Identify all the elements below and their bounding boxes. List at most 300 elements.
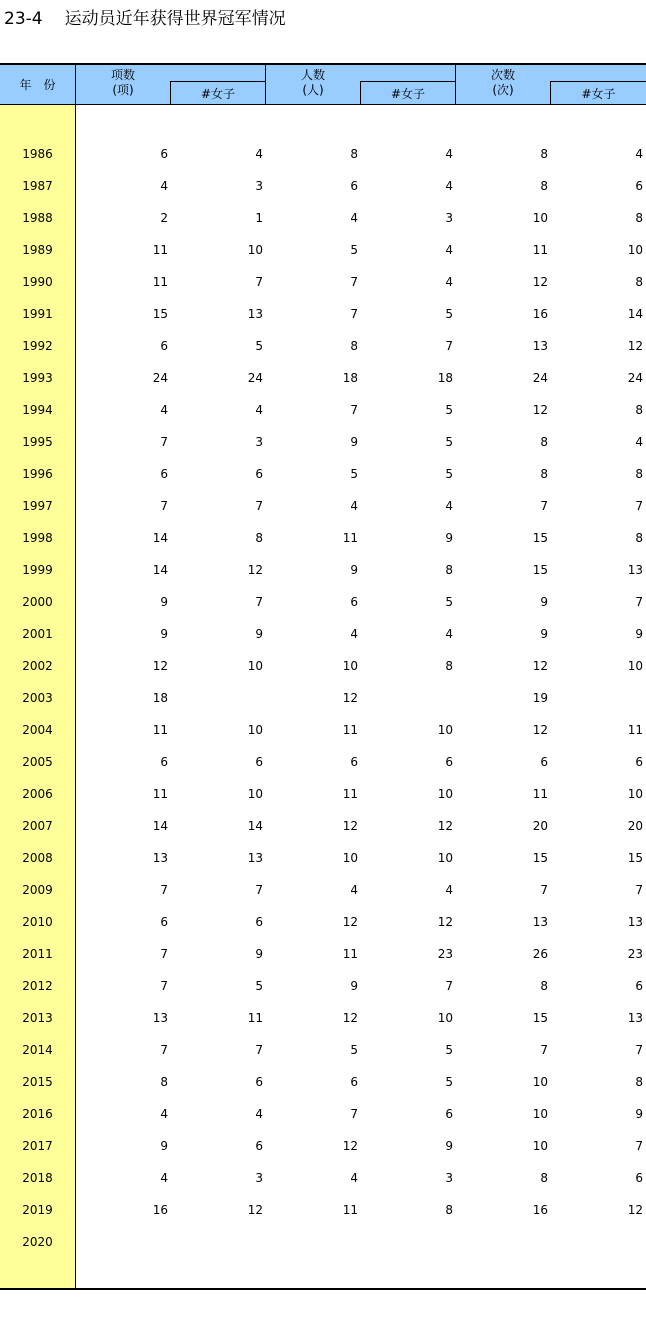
value-cell-times: 12 [532, 659, 548, 673]
value-cell-people-f: 3 [445, 1171, 453, 1185]
value-cell-times-f: 8 [635, 1075, 643, 1089]
value-cell-items: 14 [152, 819, 168, 833]
header-divider [75, 65, 76, 105]
value-cell-items-f: 7 [255, 883, 263, 897]
value-cell-times: 13 [532, 915, 548, 929]
table-row [0, 970, 646, 1002]
value-cell-people-f: 9 [445, 1139, 453, 1153]
value-cell-people: 6 [350, 1075, 358, 1089]
value-cell-people-f: 12 [437, 819, 453, 833]
value-cell-people-f: 5 [445, 595, 453, 609]
value-cell-times-f: 6 [635, 755, 643, 769]
value-cell-times: 10 [532, 1107, 548, 1121]
year-cell: 1990 [22, 275, 53, 289]
value-cell-times-f: 6 [635, 179, 643, 193]
value-cell-people-f: 4 [445, 243, 453, 257]
table-row [0, 1194, 646, 1226]
value-cell-people: 7 [350, 1107, 358, 1121]
value-cell-items-f [183, 682, 263, 714]
year-cell: 2005 [22, 755, 53, 769]
table-row [0, 362, 646, 394]
value-cell-items-f: 6 [255, 755, 263, 769]
value-cell-times: 11 [532, 787, 548, 801]
value-cell-people-f: 5 [445, 435, 453, 449]
header-divider [550, 81, 551, 105]
value-cell-items-f: 4 [255, 147, 263, 161]
year-cell: 2015 [22, 1075, 53, 1089]
value-cell-items: 13 [152, 1011, 168, 1025]
year-cell: 2013 [22, 1011, 53, 1025]
value-cell-items: 11 [152, 787, 168, 801]
value-cell-times-f: 7 [635, 883, 643, 897]
year-cell: 1989 [22, 243, 53, 257]
value-cell-items-f: 4 [255, 403, 263, 417]
table-row [0, 874, 646, 906]
value-cell-items-f: 3 [255, 179, 263, 193]
value-cell-times-f: 12 [627, 1203, 643, 1217]
value-cell-people-f: 5 [445, 1043, 453, 1057]
header-divider [265, 65, 266, 105]
value-cell-items: 8 [160, 1075, 168, 1089]
value-cell-times: 8 [540, 435, 548, 449]
year-cell: 2003 [22, 691, 53, 705]
year-cell: 2014 [22, 1043, 53, 1057]
year-cell: 2017 [22, 1139, 53, 1153]
year-cell: 1999 [22, 563, 53, 577]
value-cell-items-f: 13 [247, 307, 263, 321]
table-row [0, 554, 646, 586]
value-cell-people: 12 [342, 819, 358, 833]
value-cell-items: 11 [152, 243, 168, 257]
value-cell-times-f [563, 1226, 643, 1258]
year-cell: 1992 [22, 339, 53, 353]
year-cell: 2009 [22, 883, 53, 897]
value-cell-times: 8 [540, 147, 548, 161]
value-cell-times-f: 8 [635, 403, 643, 417]
value-cell-items-f: 1 [255, 211, 263, 225]
value-cell-times-f: 6 [635, 979, 643, 993]
value-cell-items: 16 [152, 1203, 168, 1217]
value-cell-items-f: 7 [255, 1043, 263, 1057]
value-cell-times-f: 8 [635, 531, 643, 545]
value-cell-people: 18 [342, 371, 358, 385]
value-cell-items: 14 [152, 563, 168, 577]
value-cell-people: 7 [350, 307, 358, 321]
value-cell-people-f: 7 [445, 979, 453, 993]
value-cell-times-f: 7 [635, 595, 643, 609]
year-cell: 1987 [22, 179, 53, 193]
value-cell-people-f [373, 1226, 453, 1258]
value-cell-people: 5 [350, 1043, 358, 1057]
value-cell-items-f: 10 [247, 659, 263, 673]
year-cell: 2004 [22, 723, 53, 737]
value-cell-people: 8 [350, 147, 358, 161]
value-cell-people-f: 5 [445, 307, 453, 321]
value-cell-items: 24 [152, 371, 168, 385]
table-row [0, 138, 646, 170]
value-cell-items: 7 [160, 947, 168, 961]
value-cell-people-f: 4 [445, 275, 453, 289]
header-times-label: 次数 [490, 68, 515, 82]
value-cell-items: 7 [160, 883, 168, 897]
value-cell-people-f: 5 [445, 403, 453, 417]
header-times-female: #女子 [581, 87, 616, 101]
table-row [0, 714, 646, 746]
value-cell-times-f: 12 [627, 339, 643, 353]
value-cell-people: 5 [350, 467, 358, 481]
value-cell-people-f: 10 [437, 1011, 453, 1025]
bottom-rule [0, 1288, 646, 1290]
table-number: 23-4 [4, 9, 43, 29]
value-cell-people-f: 8 [445, 659, 453, 673]
table-row [0, 298, 646, 330]
value-cell-times-f: 13 [627, 1011, 643, 1025]
value-cell-items-f: 10 [247, 787, 263, 801]
table-row [0, 586, 646, 618]
table-row [0, 394, 646, 426]
value-cell-items: 4 [160, 1171, 168, 1185]
value-cell-times-f [563, 682, 643, 714]
value-cell-people: 9 [350, 435, 358, 449]
table-row [0, 938, 646, 970]
value-cell-people-f: 4 [445, 499, 453, 513]
value-cell-times-f: 24 [627, 371, 643, 385]
table-row [0, 1098, 646, 1130]
value-cell-people-f: 10 [437, 851, 453, 865]
table-row [0, 458, 646, 490]
value-cell-items: 6 [160, 467, 168, 481]
header-divider [170, 81, 266, 82]
value-cell-items-f: 24 [247, 371, 263, 385]
table-row [0, 810, 646, 842]
value-cell-people: 10 [342, 851, 358, 865]
value-cell-items: 9 [160, 595, 168, 609]
value-cell-times: 16 [532, 1203, 548, 1217]
value-cell-people-f: 10 [437, 723, 453, 737]
year-cell: 1986 [22, 147, 53, 161]
value-cell-items-f: 10 [247, 243, 263, 257]
header-items-label: 项数 [110, 68, 135, 82]
table-row [0, 1226, 646, 1258]
table-row [0, 234, 646, 266]
value-cell-people-f: 18 [437, 371, 453, 385]
value-cell-times-f: 20 [627, 819, 643, 833]
value-cell-times: 10 [532, 1139, 548, 1153]
value-cell-people: 7 [350, 275, 358, 289]
page-title [4, 6, 286, 32]
header-items [76, 68, 170, 98]
value-cell-times: 19 [532, 691, 548, 705]
value-cell-people-f: 7 [445, 339, 453, 353]
year-cell: 1993 [22, 371, 53, 385]
value-cell-people: 4 [350, 1171, 358, 1185]
value-cell-people: 11 [342, 787, 358, 801]
value-cell-times: 9 [540, 627, 548, 641]
value-cell-items: 4 [160, 403, 168, 417]
value-cell-people-f: 10 [437, 787, 453, 801]
table-row [0, 906, 646, 938]
value-cell-items-f: 4 [255, 1107, 263, 1121]
value-cell-times-f: 7 [635, 1043, 643, 1057]
value-cell-times-f: 13 [627, 563, 643, 577]
value-cell-times-f: 10 [627, 243, 643, 257]
header-people [266, 68, 360, 98]
table-row [0, 746, 646, 778]
year-cell: 1998 [22, 531, 53, 545]
table-row [0, 330, 646, 362]
value-cell-people: 12 [342, 1011, 358, 1025]
value-cell-people: 10 [342, 659, 358, 673]
value-cell-people-f: 8 [445, 1203, 453, 1217]
value-cell-people: 6 [350, 755, 358, 769]
value-cell-times: 10 [532, 1075, 548, 1089]
header-bottom-rule [0, 104, 646, 105]
value-cell-items [88, 1226, 168, 1258]
table-row [0, 682, 646, 714]
value-cell-times-f: 14 [627, 307, 643, 321]
value-cell-times-f: 8 [635, 211, 643, 225]
year-cell: 2008 [22, 851, 53, 865]
value-cell-times: 15 [532, 563, 548, 577]
table-row [0, 490, 646, 522]
year-cell: 1995 [22, 435, 53, 449]
value-cell-items: 6 [160, 915, 168, 929]
value-cell-times: 15 [532, 851, 548, 865]
value-cell-people-f: 12 [437, 915, 453, 929]
value-cell-items-f: 3 [255, 1171, 263, 1185]
value-cell-items: 6 [160, 147, 168, 161]
table-row [0, 1066, 646, 1098]
value-cell-items-f: 11 [247, 1011, 263, 1025]
value-cell-items: 6 [160, 755, 168, 769]
table-row [0, 1034, 646, 1066]
value-cell-people-f: 6 [445, 755, 453, 769]
value-cell-times: 12 [532, 723, 548, 737]
value-cell-people: 12 [342, 691, 358, 705]
value-cell-times: 12 [532, 403, 548, 417]
value-cell-items: 7 [160, 435, 168, 449]
value-cell-people: 6 [350, 179, 358, 193]
value-cell-items: 9 [160, 627, 168, 641]
value-cell-people-f: 9 [445, 531, 453, 545]
value-cell-times-f: 6 [635, 1171, 643, 1185]
header-year [0, 65, 75, 105]
value-cell-times: 12 [532, 275, 548, 289]
value-cell-times-f: 9 [635, 627, 643, 641]
value-cell-items-f: 6 [255, 467, 263, 481]
value-cell-times: 24 [532, 371, 548, 385]
header-people-female: #女子 [390, 87, 426, 101]
table-row [0, 650, 646, 682]
table-row [0, 266, 646, 298]
value-cell-people-f: 4 [445, 883, 453, 897]
table-row [0, 522, 646, 554]
value-cell-items: 18 [152, 691, 168, 705]
value-cell-times-f: 15 [627, 851, 643, 865]
table-title: 运动员近年获得世界冠军情况 [64, 9, 286, 29]
value-cell-times: 15 [532, 531, 548, 545]
value-cell-people: 4 [350, 627, 358, 641]
value-cell-times: 16 [532, 307, 548, 321]
header-divider [170, 81, 171, 105]
value-cell-times: 26 [532, 947, 548, 961]
year-cell: 2007 [22, 819, 53, 833]
value-cell-items: 4 [160, 1107, 168, 1121]
value-cell-items-f: 6 [255, 1139, 263, 1153]
value-cell-times-f: 8 [635, 275, 643, 289]
value-cell-people-f: 4 [445, 627, 453, 641]
year-cell: 1988 [22, 211, 53, 225]
table-header [0, 65, 646, 105]
value-cell-times-f: 9 [635, 1107, 643, 1121]
table-row [0, 842, 646, 874]
value-cell-items-f: 12 [247, 1203, 263, 1217]
value-cell-items-f: 6 [255, 915, 263, 929]
value-cell-items-f: 9 [255, 627, 263, 641]
year-cell: 2010 [22, 915, 53, 929]
value-cell-items: 15 [152, 307, 168, 321]
value-cell-times-f: 8 [635, 467, 643, 481]
value-cell-times: 7 [540, 1043, 548, 1057]
value-cell-times-f: 23 [627, 947, 643, 961]
value-cell-times-f: 10 [627, 659, 643, 673]
table-row [0, 1002, 646, 1034]
value-cell-people-f: 4 [445, 179, 453, 193]
value-cell-people: 11 [342, 723, 358, 737]
value-cell-people: 6 [350, 595, 358, 609]
value-cell-people: 9 [350, 979, 358, 993]
table-row [0, 1162, 646, 1194]
value-cell-items-f: 7 [255, 595, 263, 609]
value-cell-items: 4 [160, 179, 168, 193]
value-cell-times: 8 [540, 467, 548, 481]
value-cell-items-f: 5 [255, 339, 263, 353]
value-cell-times: 10 [532, 211, 548, 225]
header-divider [550, 81, 646, 82]
value-cell-items-f: 13 [247, 851, 263, 865]
year-cell: 2020 [22, 1235, 53, 1249]
value-cell-times: 6 [540, 755, 548, 769]
value-cell-times: 8 [540, 179, 548, 193]
value-cell-people: 4 [350, 883, 358, 897]
value-cell-people: 9 [350, 563, 358, 577]
year-cell: 2011 [22, 947, 53, 961]
year-cell: 1991 [22, 307, 53, 321]
value-cell-people: 12 [342, 915, 358, 929]
year-cell: 1994 [22, 403, 53, 417]
value-cell-times: 7 [540, 499, 548, 513]
header-year-label: 年 份 [19, 78, 56, 92]
year-cell: 1997 [22, 499, 53, 513]
value-cell-times-f: 13 [627, 915, 643, 929]
value-cell-people-f: 6 [445, 1107, 453, 1121]
year-cell: 2018 [22, 1171, 53, 1185]
table-row [0, 202, 646, 234]
value-cell-people: 11 [342, 1203, 358, 1217]
table-row [0, 618, 646, 650]
value-cell-people: 11 [342, 531, 358, 545]
value-cell-items-f [183, 1226, 263, 1258]
year-cell: 2001 [22, 627, 53, 641]
value-cell-items: 12 [152, 659, 168, 673]
value-cell-items: 11 [152, 723, 168, 737]
value-cell-people: 5 [350, 243, 358, 257]
table-row [0, 426, 646, 458]
value-cell-items-f: 5 [255, 979, 263, 993]
year-cell: 2006 [22, 787, 53, 801]
value-cell-people-f: 4 [445, 147, 453, 161]
year-cell: 2000 [22, 595, 53, 609]
header-items-unit: (项) [112, 83, 134, 97]
value-cell-times-f: 4 [635, 435, 643, 449]
value-cell-people: 8 [350, 339, 358, 353]
value-cell-times-f: 7 [635, 499, 643, 513]
value-cell-times-f: 7 [635, 1139, 643, 1153]
value-cell-times: 11 [532, 243, 548, 257]
value-cell-times-f: 10 [627, 787, 643, 801]
value-cell-items: 11 [152, 275, 168, 289]
header-times [456, 68, 550, 98]
value-cell-people: 4 [350, 499, 358, 513]
header-people-unit: (人) [302, 83, 324, 97]
value-cell-people: 7 [350, 403, 358, 417]
value-cell-items-f: 9 [255, 947, 263, 961]
year-cell: 2002 [22, 659, 53, 673]
value-cell-items-f: 12 [247, 563, 263, 577]
header-times-unit: (次) [492, 83, 514, 97]
value-cell-times: 13 [532, 339, 548, 353]
value-cell-people-f [373, 682, 453, 714]
value-cell-times: 8 [540, 1171, 548, 1185]
table-row [0, 778, 646, 810]
value-cell-times: 8 [540, 979, 548, 993]
table-row [0, 1130, 646, 1162]
year-cell: 2019 [22, 1203, 53, 1217]
value-cell-items-f: 7 [255, 499, 263, 513]
year-cell: 2012 [22, 979, 53, 993]
value-cell-items-f: 8 [255, 531, 263, 545]
value-cell-times [468, 1226, 548, 1258]
value-cell-items-f: 7 [255, 275, 263, 289]
value-cell-people: 12 [342, 1139, 358, 1153]
value-cell-items: 2 [160, 211, 168, 225]
value-cell-times-f: 11 [627, 723, 643, 737]
value-cell-items: 7 [160, 499, 168, 513]
value-cell-times: 20 [532, 819, 548, 833]
year-cell: 1996 [22, 467, 53, 481]
value-cell-people-f: 23 [437, 947, 453, 961]
value-cell-items-f: 3 [255, 435, 263, 449]
value-cell-times-f: 4 [635, 147, 643, 161]
value-cell-items-f: 14 [247, 819, 263, 833]
year-cell: 2016 [22, 1107, 53, 1121]
value-cell-times: 15 [532, 1011, 548, 1025]
header-divider [360, 81, 361, 105]
value-cell-items: 6 [160, 339, 168, 353]
value-cell-times: 9 [540, 595, 548, 609]
value-cell-items: 13 [152, 851, 168, 865]
value-cell-items: 14 [152, 531, 168, 545]
value-cell-people: 11 [342, 947, 358, 961]
header-divider [455, 65, 456, 105]
header-items-female: #女子 [200, 87, 236, 101]
value-cell-items-f: 10 [247, 723, 263, 737]
value-cell-people-f: 5 [445, 467, 453, 481]
value-cell-items: 7 [160, 1043, 168, 1057]
value-cell-items-f: 6 [255, 1075, 263, 1089]
value-cell-items: 7 [160, 979, 168, 993]
value-cell-people: 4 [350, 211, 358, 225]
